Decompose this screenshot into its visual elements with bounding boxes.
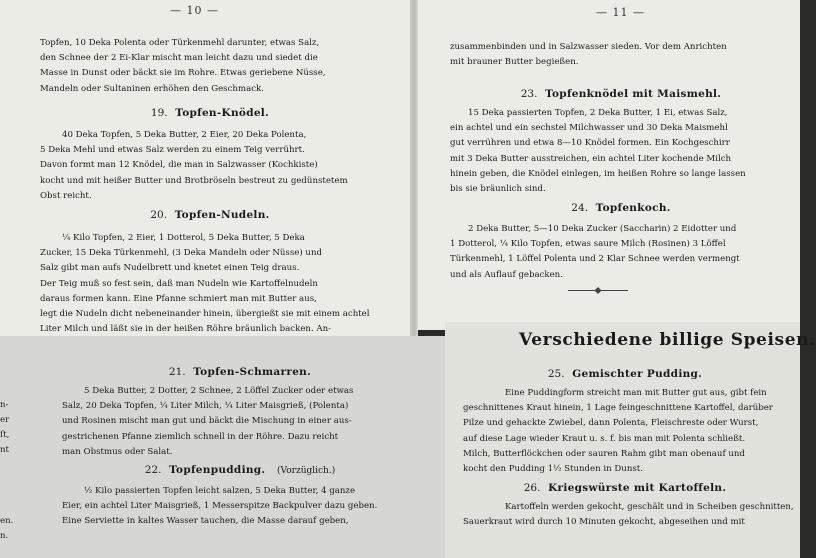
text-line: Davon formt man 12 Knödel, die man in Salzwasser (Kochkiste) bbox=[40, 160, 318, 171]
text-line: kocht und mit heißer Butter und Brotbröseln bestreut zu gedünstetem bbox=[40, 175, 348, 186]
text-line: Eier, ein achtel Liter Maisgrieß, 1 Messerspitze Backpulver dazu geben. bbox=[62, 501, 378, 512]
text-line: Liter Milch und läßt sie in der heißen Röhre bräunlich backen. An- bbox=[40, 324, 332, 335]
text-fragment: er bbox=[0, 415, 10, 425]
text-line: Sauerkraut wird durch 10 Minuten gekocht, abgeseihen und mit bbox=[463, 517, 745, 528]
recipe-number: 20. bbox=[150, 209, 168, 221]
recipe-body-23 bbox=[450, 106, 792, 197]
recipe-number: 26. bbox=[523, 482, 541, 494]
recipe-number: 19. bbox=[150, 107, 168, 119]
text-line: ½ Kilo passierten Topfen leicht salzen, 5 Deka Butter, 4 ganze bbox=[84, 486, 356, 496]
recipe-title: Topfenpudding. bbox=[169, 464, 266, 476]
recipe-heading-24 bbox=[450, 202, 792, 214]
recipe-heading-23 bbox=[450, 88, 792, 100]
recipe-number: 25. bbox=[547, 368, 565, 380]
page-number-11: — 11 — bbox=[596, 6, 645, 19]
text-line: Milch, Butterflöckchen oder sauren Rahm gibt man obenauf und bbox=[463, 448, 745, 459]
recipe-title: Topfen-Knödel. bbox=[175, 107, 270, 119]
recipe-title: Topfenkoch. bbox=[595, 202, 671, 214]
section-title: Verschiedene billige Speisen. bbox=[519, 330, 816, 350]
text-line: 5 Deka Mehl und etwas Salz werden zu einem Teig verrührt. bbox=[40, 145, 305, 156]
text-line: Türkenmehl, 1 Löffel Polenta und 2 Klar Schnee werden vermengt bbox=[450, 254, 740, 265]
text-line: daraus formen kann. Eine Pfanne schmiert man mit Butter aus, bbox=[40, 293, 317, 304]
scan-bottom-right-page bbox=[445, 322, 816, 558]
text-line: Pilze und gehackte Zwiebel, dann Polenta, Fleischreste oder Wurst, bbox=[463, 418, 759, 429]
page-number-10: — 10 — bbox=[170, 4, 219, 17]
text-fragment: nt bbox=[0, 445, 9, 455]
text-line: gestrichenen Pfanne ziemlich schnell in der Röhre. Dazu reicht bbox=[62, 431, 339, 442]
recipe-body-22 bbox=[62, 484, 410, 530]
recipe-body-19 bbox=[40, 128, 380, 204]
recipe-title: Topfen-Schmarren. bbox=[193, 366, 312, 378]
text-line: und Rosinen mischt man gut und bäckt die Mischung in einer aus- bbox=[62, 416, 352, 427]
cut-off-edge-text bbox=[0, 514, 14, 544]
recipe-heading-19 bbox=[40, 107, 380, 119]
text-line: geschnittenes Kraut hinein, 1 Lage feingeschnittene Kartoffel, darüber bbox=[463, 403, 773, 414]
text-line: hinein geben, die Knödel einlegen, im heißen Rohre so lange lassen bbox=[450, 168, 746, 179]
recipe-body-25 bbox=[463, 386, 800, 477]
intro-paragraph-p10 bbox=[40, 36, 380, 97]
text-line: 2 Deka Butter, 5—10 Deka Zucker (Saccharin) 2 Eidotter und bbox=[468, 224, 737, 234]
intro-paragraph-p11 bbox=[450, 40, 792, 70]
recipe-title: Gemischter Pudding. bbox=[572, 368, 703, 380]
recipe-heading-22 bbox=[70, 464, 410, 476]
text-line: Masse in Dunst oder bäckt sie im Rohre. Etwas geriebene Nüsse, bbox=[40, 68, 326, 79]
text-fragment: ſt, bbox=[0, 430, 10, 440]
text-line: Kartoffeln werden gekocht, geschält und in Scheiben geschnitten, bbox=[505, 502, 794, 512]
text-line: ¼ Kilo Topfen, 2 Eier, 1 Dotterol, 5 Deka Butter, 5 Deka bbox=[62, 233, 305, 243]
text-line: 40 Deka Topfen, 5 Deka Butter, 2 Eier, 20 Deka Polenta, bbox=[62, 130, 307, 140]
text-line: Zucker, 15 Deka Türkenmehl, (3 Deka Mandeln oder Nüsse) und bbox=[40, 248, 322, 259]
text-line: man Obstmus oder Salat. bbox=[62, 446, 173, 457]
text-line: 1 Dotterol, ¼ Kilo Topfen, etwas saure Milch (Rosinen) 3 Löffel bbox=[450, 239, 726, 250]
recipe-body-24 bbox=[450, 222, 792, 283]
text-line: Eine Puddingform streicht man mit Butter gut aus, gibt fein bbox=[505, 388, 767, 398]
text-line: gut verrühren und etwa 8—10 Knödel formen. Ein Kochgeschirr bbox=[450, 138, 730, 149]
recipe-title: Topfenknödel mit Maismehl. bbox=[545, 88, 722, 100]
text-fragment: n. bbox=[0, 531, 9, 541]
recipe-number: 24. bbox=[571, 202, 588, 214]
text-line: Obst reicht. bbox=[40, 190, 92, 201]
recipe-heading-21 bbox=[70, 366, 410, 378]
recipe-body-26 bbox=[463, 500, 800, 530]
text-line: legt die Nudeln dicht nebeneinander hinein, übergießt sie mit einem achtel bbox=[40, 309, 370, 320]
text-fragment: en. bbox=[0, 516, 14, 526]
recipe-number: 21. bbox=[168, 366, 186, 378]
ornamental-divider bbox=[568, 290, 628, 291]
recipe-title: Kriegswürste mit Kartoffeln. bbox=[548, 482, 727, 494]
text-line: Eine Serviette in kaltes Wasser tauchen, die Masse darauf geben, bbox=[62, 516, 349, 527]
scan-top-left-page bbox=[0, 0, 410, 352]
recipe-number: 22. bbox=[144, 464, 162, 476]
text-line: Salz gibt man aufs Nudelbrett und knetet einen Teig draus. bbox=[40, 263, 300, 274]
recipe-body-21 bbox=[62, 384, 410, 460]
scan-top-right-page bbox=[418, 0, 800, 330]
text-line: auf diese Lage wieder Kraut u. s. f. bis man mit Polenta schließt. bbox=[463, 433, 746, 444]
text-line: und als Auflauf gebacken. bbox=[450, 269, 563, 280]
text-line: den Schnee der 2 Ei-Klar mischt man leicht dazu und siedet die bbox=[40, 53, 318, 64]
recipe-heading-20 bbox=[40, 209, 380, 221]
text-line: zusammenbinden und in Salzwasser sieden. Vor dem Anrichten bbox=[450, 42, 727, 52]
recipe-heading-25 bbox=[465, 368, 785, 380]
text-line: Mandeln oder Sultaninen erhöhen den Geschmack. bbox=[40, 83, 264, 94]
recipe-number: 23. bbox=[520, 88, 538, 100]
text-line: Topfen, 10 Deka Polenta oder Türkenmehl darunter, etwas Salz, bbox=[40, 38, 320, 48]
text-line: Salz, 20 Deka Topfen, ¼ Liter Milch, ¼ Liter Maisgrieß, (Polenta) bbox=[62, 401, 349, 412]
recipe-heading-26 bbox=[465, 482, 785, 494]
text-line: mit 3 Deka Butter ausstreichen, ein achtel Liter kochende Milch bbox=[450, 153, 732, 164]
text-line: ein achtel und ein sechstel Milchwasser und 30 Deka Maismehl bbox=[450, 123, 728, 134]
recipe-title: Topfen-Nudeln. bbox=[174, 209, 270, 221]
cut-off-edge-text bbox=[0, 398, 14, 458]
scan-bottom-left-page bbox=[0, 336, 445, 558]
recipe-note: (Vorzüglich.) bbox=[277, 466, 336, 476]
text-line: mit brauner Butter begießen. bbox=[450, 57, 579, 68]
text-line: Der Teig muß so fest sein, daß man Nudeln wie Kartoffelnudeln bbox=[40, 278, 318, 289]
book-gutter bbox=[410, 0, 418, 352]
text-line: 15 Deka passierten Topfen, 2 Deka Butter, 1 Ei, etwas Salz, bbox=[468, 108, 728, 118]
text-line: kocht den Pudding 1½ Stunden in Dunst. bbox=[463, 464, 643, 475]
text-line: 5 Deka Butter, 2 Dotter, 2 Schnee, 2 Löffel Zucker oder etwas bbox=[84, 386, 354, 396]
text-fragment: n- bbox=[0, 400, 9, 410]
text-line: bis sie bräunlich sind. bbox=[450, 184, 546, 195]
